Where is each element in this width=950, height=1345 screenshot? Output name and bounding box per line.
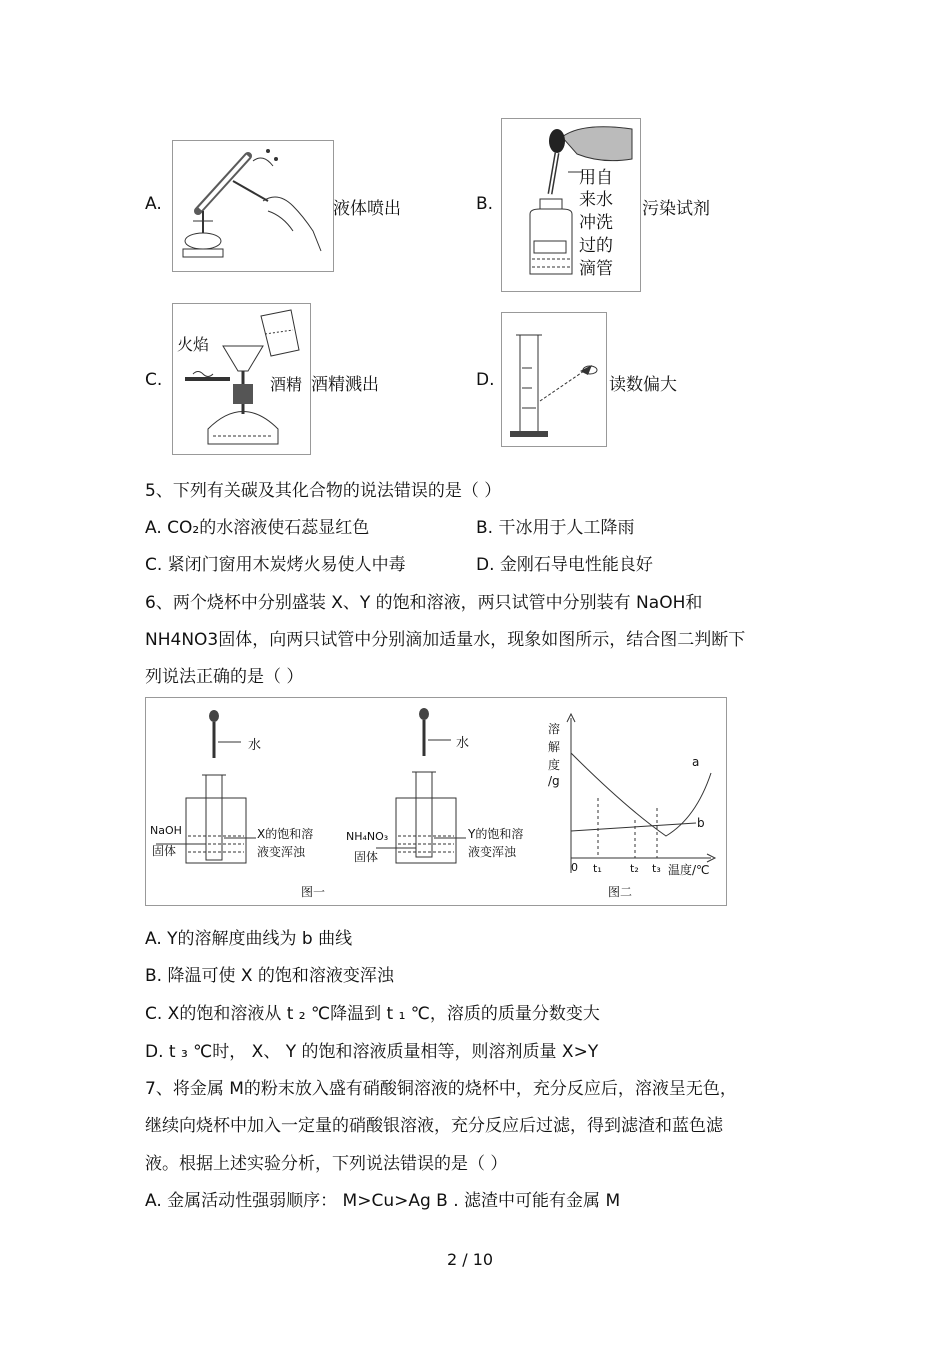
fig-curve-b: b: [697, 816, 705, 830]
fig-ylabel-1: 溶: [548, 722, 561, 736]
q5-option-b: B. 干冰用于人工降雨: [476, 518, 635, 538]
fig-t3: t₃: [652, 862, 661, 875]
q6-option-b: B. 降温可使 X 的饱和溶液变浑浊: [145, 966, 394, 986]
option-c-label-flame: 火焰: [177, 335, 210, 354]
option-c-caption: 酒精溅出: [311, 375, 379, 395]
q6-stem-line3: 列说法正确的是（ ）: [145, 667, 304, 687]
q6-stem-line1: 6、两个烧杯中分别盛装 X、Y 的饱和溶液，两只试管中分别装有 NaOH和: [145, 593, 703, 613]
option-a-caption: 液体喷出: [333, 199, 401, 219]
page-number: 2 / 10: [447, 1250, 494, 1269]
q5-option-a: A. CO₂的水溶液使石蕊显红色: [145, 518, 370, 538]
option-c-letter: C.: [145, 370, 163, 390]
option-b-image: [501, 118, 641, 292]
fig-water-label-1: 水: [248, 738, 262, 753]
fig-y-label-2: 液变浑浊: [468, 845, 517, 859]
fig-water-label-2: 水: [456, 736, 470, 751]
fig-nh4no3-label-2: 固体: [354, 850, 379, 864]
option-a-letter: A.: [145, 194, 162, 214]
fig-ylabel-4: /g: [548, 774, 560, 788]
q5-option-c: C. 紧闭门窗用木炭烤火易使人中毒: [145, 555, 406, 575]
q5-stem: 5、下列有关碳及其化合物的说法错误的是（ ）: [145, 481, 502, 501]
option-b-note-5: 滴管: [579, 259, 613, 279]
fig-naoh-label-2: 固体: [152, 844, 177, 858]
q7-option-a-b: A. 金属活动性强弱顺序： M>Cu>Ag B . 滤渣中可能有金属 M: [145, 1191, 621, 1211]
q7-stem-line1: 7、将金属 M的粉末放入盛有硝酸铜溶液的烧杯中，充分反应后，溶液呈无色，: [145, 1079, 737, 1099]
option-d-letter: D.: [476, 370, 495, 390]
option-b-caption: 污染试剂: [642, 199, 710, 219]
option-b-note-4: 过的: [579, 236, 613, 256]
q6-option-d: D. t ₃ ℃时， X、 Y 的饱和溶液质量相等，则溶剂质量 X>Y: [145, 1042, 599, 1062]
q6-figure: [145, 697, 727, 906]
fig-xlabel: 温度/℃: [668, 863, 710, 877]
fig-caption-1: 图一: [301, 885, 326, 899]
fig-ylabel-3: 度: [548, 758, 561, 772]
option-b-note-2: 来水: [579, 190, 613, 210]
fig-t2: t₂: [630, 862, 639, 875]
option-b-letter: B.: [476, 194, 494, 214]
option-c-image: [172, 303, 311, 455]
option-d-caption: 读数偏大: [609, 375, 677, 395]
fig-x-label-2: 液变浑浊: [257, 845, 306, 859]
fig-t1: t₁: [593, 862, 602, 875]
option-c-label-alcohol: 酒精: [270, 375, 303, 394]
q5-option-d: D. 金刚石导电性能良好: [476, 555, 653, 575]
option-b-note-1: 用自: [579, 168, 613, 188]
q6-stem-line2: NH4NO3固体，向两只试管中分别滴加适量水，现象如图所示，结合图二判断下: [145, 630, 746, 650]
option-a-image: [172, 140, 334, 272]
option-d-image: [501, 312, 607, 447]
fig-nh4no3-label-1: NH₄NO₃: [346, 830, 389, 843]
fig-x-label-1: X的饱和溶: [257, 827, 314, 841]
q6-option-a: A. Y的溶解度曲线为 b 曲线: [145, 929, 353, 949]
q6-option-c: C. X的饱和溶液从 t ₂ ℃降温到 t ₁ ℃，溶质的质量分数变大: [145, 1004, 600, 1024]
fig-ylabel-2: 解: [548, 740, 561, 754]
fig-naoh-label-1: NaOH: [150, 824, 182, 837]
q7-stem-line3: 液。根据上述实验分析，下列说法错误的是（ ）: [145, 1154, 508, 1174]
option-b-note-3: 冲洗: [579, 213, 613, 233]
fig-curve-a: a: [692, 755, 700, 769]
q7-stem-line2: 继续向烧杯中加入一定量的硝酸银溶液，充分反应后过滤，得到滤渣和蓝色滤: [145, 1116, 723, 1136]
fig-origin: 0: [571, 861, 578, 874]
fig-caption-2: 图二: [608, 885, 633, 899]
fig-y-label-1: Y的饱和溶: [468, 827, 524, 841]
